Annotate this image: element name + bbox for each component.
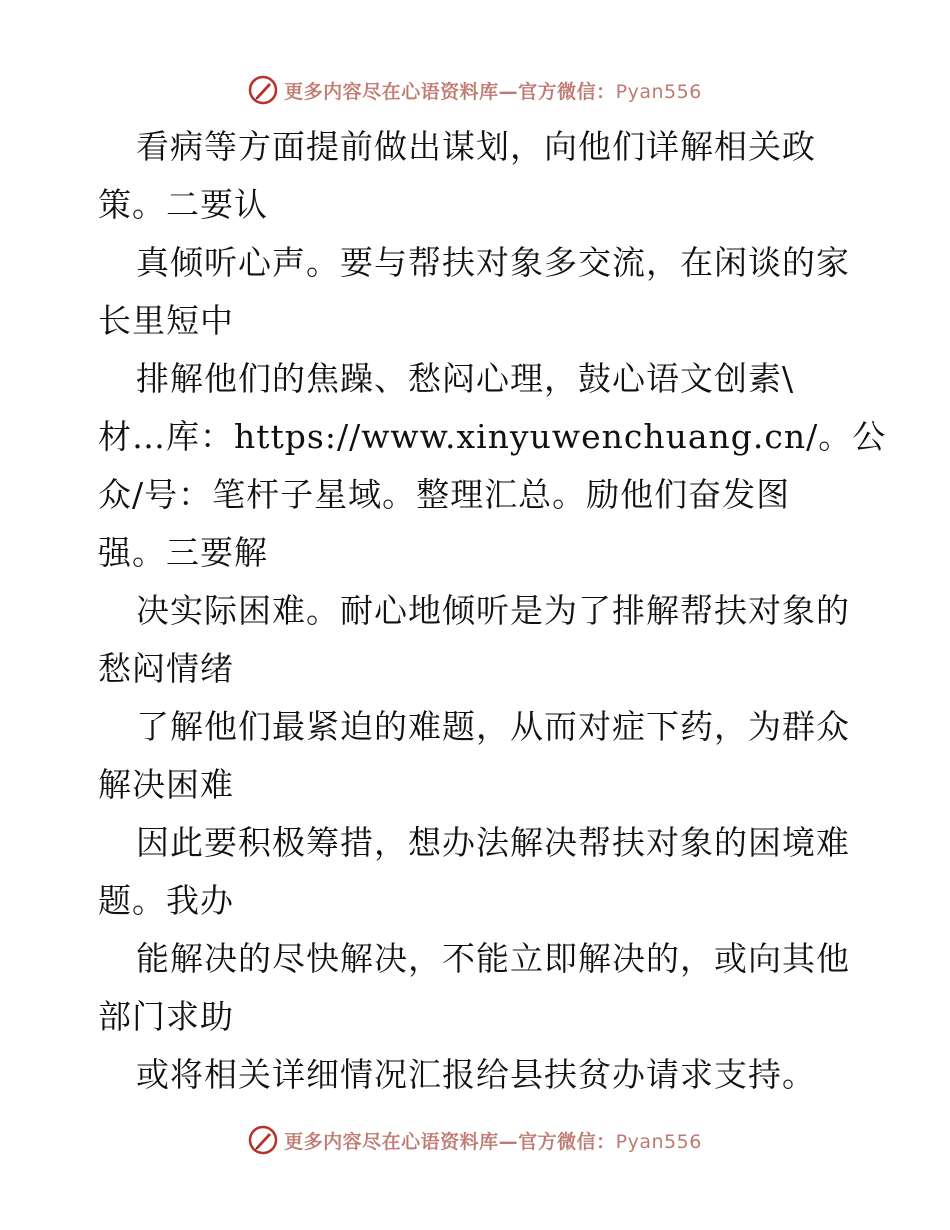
body-line: 题。我办 (98, 881, 234, 920)
red-feather-pen-logo-icon (248, 75, 278, 105)
body-line: 或将相关详细情况汇报给县扶贫办请求支持。 (136, 1055, 816, 1094)
body-line: 能解决的尽快解决，不能立即解决的，或向其他 (136, 939, 850, 978)
footer-banner-text: 更多内容尽在心语资料库—官方微信：Pyan556 (284, 1130, 702, 1153)
body-line: 愁闷情绪 (98, 649, 234, 688)
body-line: 了解他们最紧迫的难题，从而对症下药，为群众 (136, 707, 850, 746)
body-line: 决实际困难。耐心地倾听是为了排解帮扶对象的 (136, 591, 850, 630)
body-line: 材…库：https://www.xinyuwenchuang.cn/。公 (98, 417, 887, 456)
footer-wechat-id: Pyan556 (615, 1130, 702, 1153)
body-line: 策。二要认 (98, 185, 268, 224)
header-banner-text: 更多内容尽在心语资料库—官方微信：Pyan556 (284, 80, 702, 103)
body-line: 强。三要解 (98, 533, 268, 572)
body-line: 真倾听心声。要与帮扶对象多交流，在闲谈的家 (136, 243, 850, 282)
body-line: 众/号：笔杆子星域。整理汇总。励他们奋发图 (98, 475, 791, 514)
footer-banner (0, 1120, 950, 1160)
header-wechat-id: Pyan556 (615, 80, 702, 103)
document-body (98, 118, 887, 1104)
body-line: 排解他们的焦躁、愁闷心理，鼓心语文创素\ (136, 359, 795, 398)
body-line: 长里短中 (98, 301, 234, 340)
body-line: 部门求助 (98, 997, 234, 1036)
body-line: 因此要积极筹措，想办法解决帮扶对象的困境难 (136, 823, 850, 862)
header-banner (0, 70, 950, 110)
body-line: 看病等方面提前做出谋划，向他们详解相关政 (136, 127, 816, 166)
red-feather-pen-logo-icon (248, 1125, 278, 1155)
body-line: 解决困难 (98, 765, 234, 804)
